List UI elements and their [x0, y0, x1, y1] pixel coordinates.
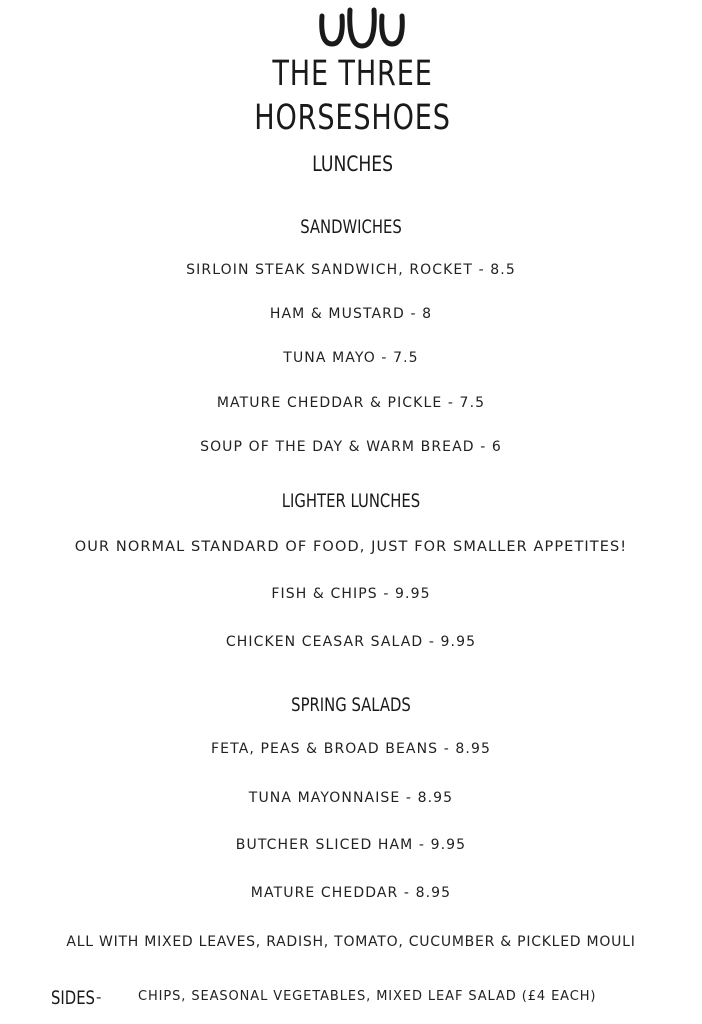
sides-row: [0, 986, 702, 1010]
sides-label: SIDES: [51, 987, 95, 1009]
menu-item: TUNA MAYONNAISE - 8.95: [248, 790, 454, 806]
menu-item: FISH & CHIPS - 9.95: [271, 586, 431, 602]
horseshoes-icon: [316, 6, 408, 52]
menu-item: MATURE CHEDDAR & PICKLE - 7.5: [216, 395, 486, 411]
section-heading-sandwiches: SANDWICHES: [300, 216, 402, 238]
restaurant-name-line-1: THE THREE: [272, 54, 433, 94]
menu-subtitle: LUNCHES: [312, 152, 394, 176]
menu-item: CHICKEN CEASAR SALAD - 9.95: [225, 634, 477, 650]
menu-item: SIRLOIN STEAK SANDWICH, ROCKET - 8.5: [186, 262, 516, 278]
menu-item: SOUP OF THE DAY & WARM BREAD - 6: [200, 439, 502, 455]
menu-item: BUTCHER SLICED HAM - 9.95: [235, 837, 467, 853]
menu-item: HAM & MUSTARD - 8: [269, 306, 433, 322]
menu-item: FETA, PEAS & BROAD BEANS - 8.95: [211, 741, 491, 757]
sides-items: CHIPS, SEASONAL VEGETABLES, MIXED LEAF SALAD (£4 EACH): [138, 989, 597, 1004]
menu-item: MATURE CHEDDAR - 8.95: [250, 885, 452, 901]
section-note: ALL WITH MIXED LEAVES, RADISH, TOMATO, CUCUMBER & PICKLED MOULI: [66, 934, 636, 950]
menu-item: TUNA MAYO - 7.5: [283, 350, 419, 366]
sides-dash: -: [96, 988, 102, 1006]
section-note: OUR NORMAL STANDARD OF FOOD, JUST FOR SMALLER APPETITES!: [74, 539, 628, 555]
restaurant-name-line-2: HORSESHOES: [254, 98, 451, 138]
section-heading-lighter-lunches: LIGHTER LUNCHES: [281, 490, 421, 512]
section-heading-spring-salads: SPRING SALADS: [291, 694, 411, 716]
